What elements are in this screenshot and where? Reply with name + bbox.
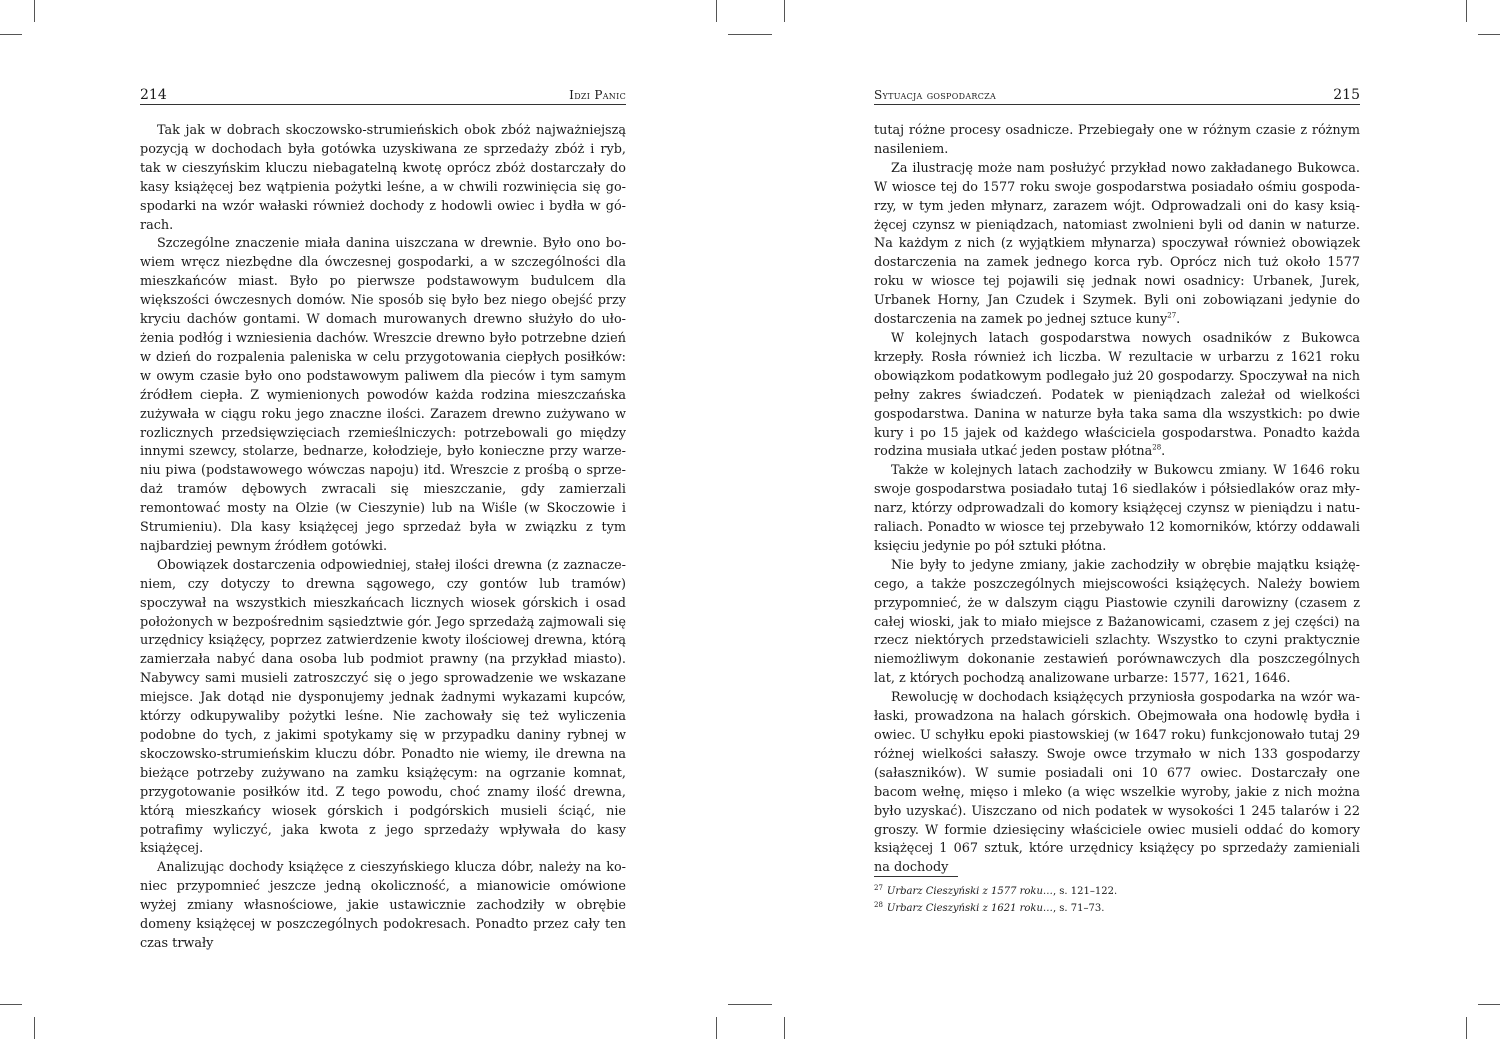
paragraph-text: Za ilustrację może nam posłużyć przykład nowo zakładanego Bukowca. W wiosce tej do 1577 roku swoje gospodarstwa posiadało ośmiu gospodarzy, w tym jeden młynarz, zarazem wójt. Odprowadzali oni do kasy książęcej czynsz w pieniądzach, natomiast zwolnieni byli od danin w naturze. Na każdym z nich (z wyjątkiem młynarza) spoczywał również obowiązek dostarczenia na zamek jednego korca ryb. Oprócz nich tuż około 1577 roku w wiosce tej pojawili się jednak nowi osadnicy: Urbanek, Jurek, Urbanek Horny, Jan Czudek i Szymek. Byli oni zobowiązani jedynie do dostarczenia na zamek po jednej sztuce kuny xyxy=(874,160,1360,328)
running-head xyxy=(874,86,1360,105)
page-number: 214 xyxy=(140,87,167,103)
crop-mark xyxy=(716,1017,717,1039)
footnote-number: 27 xyxy=(874,883,883,892)
crop-mark xyxy=(728,34,772,35)
footnote-pages: , s. 121–122. xyxy=(1052,886,1118,897)
crop-mark xyxy=(34,1017,35,1039)
paragraph: Obowiązek dostarczenia odpowiedniej, stałej ilości drewna (z zaznaczeniem, czy dotyczy to drewna sągowego, czy gontów lub tramów) spoczywał na wszystkich mieszkańcach licznych wiosek górskich i osad położonych w bezpośrednim sąsiedztwie gór. Jego sprzedażą zajmowali się urzędnicy książęcy, poprzez zatwierdzenie kwoty ilościowej drewna, którą zamierzała nabyć dana osoba lub podmiot prawny (na przykład miasto). Nabywcy sami musieli zatroszczyć się o jego sprowadzenie we wskazane miejsce. Jak dotąd nie dysponujemy jednak żadnymi wykazami kupców, którzy odkupywaliby pożytki leśne. Nie zachowały się też wyliczenia podobne do tych, z jakimi spotykamy się w przypadku daniny rybnej w skoczowsko-strumieńskim kluczu dóbr. Ponadto nie wiemy, ile drewna na bieżące potrzeby zużywano na zamku książęcym: na ogrzanie komnat, przygotowanie posiłków itd. Z tego powodu, choć znamy ilość drewna, którą mieszkańcy wiosek górskich i podgórskich musieli ściąć, nie potrafimy wyliczyć, jaka kwota z jego sprzedaży wpływała do kasy książęcej. xyxy=(140,557,626,857)
page-body xyxy=(140,122,626,954)
paragraph: Szczególne znaczenie miała danina uiszczana w drewnie. Było ono bowiem wręcz niezbędne dla ówczesnej gospodarki, a w szczególności dla mieszkańców miast. Było po pierwsze podstawowym budulcem dla większości ówczesnych domów. Nie sposób się było bez niego obejść przy kryciu dachów gontami. W domach murowanych drewno służyło do ułożenia podłóg i wzniesienia dachów. Wreszcie drewno było potrzebne dzień w dzień do rozpalenia paleniska w celu przygotowania ciepłych posiłków: w owym czasie było ono podstawowym paliwem dla pieców i tym samym źródłem ciepła. Z wymienionych powodów każda rodzina mieszczańska zużywała w ciągu roku jego znaczne ilości. Zarazem drewno zużywano w rozlicznych przedsięwzięciach rzemieślniczych: potrzebowali go między innymi szewcy, stolarze, bednarze, kołodzieje, było konieczne przy warzeniu piwa (podstawowego wówczas napoju) itd. Wreszcie z prośbą o sprzedaż tramów dębowych zwracali się mieszczanie, gdy zamierzali remontować mosty na Olzie (w Cieszynie) lub na Wiśle (w Skoczowie i Strumieniu). Dla kasy książęcej jego sprzedaż była w związku z tym najbardziej pewnym źródłem gotówki. xyxy=(140,236,626,554)
paragraph-text: . xyxy=(1161,444,1166,460)
footnote-rule xyxy=(874,876,958,877)
left-page xyxy=(140,86,626,954)
footnote-ref[interactable]: 27 xyxy=(1167,311,1177,320)
crop-mark xyxy=(716,0,717,22)
footnote-ref[interactable]: 28 xyxy=(1152,444,1162,453)
crop-mark xyxy=(1478,34,1500,35)
paragraph: Rewolucję w dochodach książęcych przyniosła gospodarka na wzór wałaski, prowadzona na halach górskich. Obejmowała ona hodowlę bydła i owiec. U schyłku epoki piastowskiej (w 1647 roku) funkcjonowało tutaj 29 różnej wielkości sałaszy. Swoje owce trzymało w nich 133 gospodarzy (sałaszników). W sumie posiadali oni 10 677 owiec. Dostarczały one bacom wełnę, mięso i mleko (a więc wszelkie wyroby, jakie z nich można było uzyskać). Uiszczano od nich podatek w wysokości 1 245 talarów i 22 groszy. W formie dziesięciny właściciele owiec musieli oddać do komory książęcej 1 067 sztuk, które urzędnicy książęcy po sprzedaży zamieniali na dochody xyxy=(874,690,1360,876)
paragraph xyxy=(874,160,1360,330)
paragraph-text: W kolejnych latach gospodarstwa nowych osadników z Bukowca krzepły. Rosła również ich liczba. W rezultacie w urbarzu z 1621 roku obowiązkom podatkowym podlegało już 20 gospodarzy. Spoczywał na nich pełny zakres świadczeń. Podatek w pieniądzach zależał od wielkości gospodarstwa. Danina w naturze była taka sama dla wszystkich: po dwie kury i po 15 jajek od każdego właściciela gospodarstwa. Ponadto każda rodzina musiała utkać jeden postaw płótna xyxy=(874,330,1360,460)
crop-mark xyxy=(784,0,785,22)
footnote xyxy=(874,883,1360,900)
crop-mark xyxy=(0,1004,22,1005)
footnote-pages: , s. 71–73. xyxy=(1052,903,1105,914)
paragraph: Analizując dochody książęce z cieszyńskiego klucza dóbr, należy na koniec przypomnieć jeszcze jedną okoliczność, a mianowicie omówione wyżej zmiany własnościowe, jakie ustawicznie zachodziły w obrębie domeny książęcej w poszczególnych podokresach. Ponadto przez cały ten czas trwały xyxy=(140,860,626,951)
footnote-source-title: Urbarz Cieszyński z 1577 roku… xyxy=(886,886,1053,897)
paragraph: tutaj różne procesy osadnicze. Przebiegały one w różnym czasie z różnym nasileniem. xyxy=(874,123,1360,157)
page-number: 215 xyxy=(1333,87,1360,103)
running-head xyxy=(140,86,626,105)
footnotes xyxy=(874,876,1360,917)
paragraph xyxy=(874,330,1360,462)
paragraph: Także w kolejnych latach zachodziły w Bukowcu zmiany. W 1646 roku swoje gospodarstwa posiadało tutaj 16 siedlaków i półsiedlaków oraz młynarz, którzy odprowadzali do komory książęcej czynsz w pieniądzu i naturaliach. Ponadto w wiosce tej przebywało 12 komorników, którzy oddawali księciu jedynie po pół sztuki płótna. xyxy=(874,463,1360,554)
paragraph: Tak jak w dobrach skoczowsko-strumieńskich obok zbóż najważniejszą pozycją w dochodach była gotówka uzyskiwana ze sprzedaży zbóż i ryb, tak w cieszyńskim kluczu niebagatelną kwotę oprócz zbóż dostarczały do kasy książęcej bez wątpienia pożytki leśne, a w chwili rozwinięcia się gospodarki na wzór wałaski również dochody z hodowli owiec i bydła w górach. xyxy=(140,123,626,233)
running-head-title: Sytuacja gospodarcza xyxy=(874,88,997,102)
right-page xyxy=(874,86,1360,878)
crop-mark xyxy=(784,1017,785,1039)
crop-mark xyxy=(1478,1004,1500,1005)
footnote-number: 28 xyxy=(874,900,883,909)
paragraph: Nie były to jedyne zmiany, jakie zachodziły w obrębie majątku książęcego, a także poszczególnych miejscowości książęcych. Należy bowiem przypomnieć, że w dalszym ciągu Piastowie czynili darowizny (czasem z całej wioski, jak to miało miejsce z Bażanowicami, czasem z jej części) na rzecz niektórych przedstawicieli szlachty. Wszystko to czyni praktycznie niemożliwym dokonanie zestawień porównawczych dla poszczególnych lat, z których pochodzą analizowane urbarze: 1577, 1621, 1646. xyxy=(874,557,1360,687)
paragraph-text: . xyxy=(1176,312,1181,328)
footnote xyxy=(874,900,1360,917)
crop-mark xyxy=(1466,1017,1467,1039)
crop-mark xyxy=(728,1004,772,1005)
footnote-source-title: Urbarz Cieszyński z 1621 roku… xyxy=(886,903,1053,914)
crop-mark xyxy=(0,34,22,35)
page-body xyxy=(874,122,1360,878)
running-head-title: Idzi Panic xyxy=(569,88,626,102)
crop-mark xyxy=(34,0,35,22)
crop-mark xyxy=(1466,0,1467,22)
